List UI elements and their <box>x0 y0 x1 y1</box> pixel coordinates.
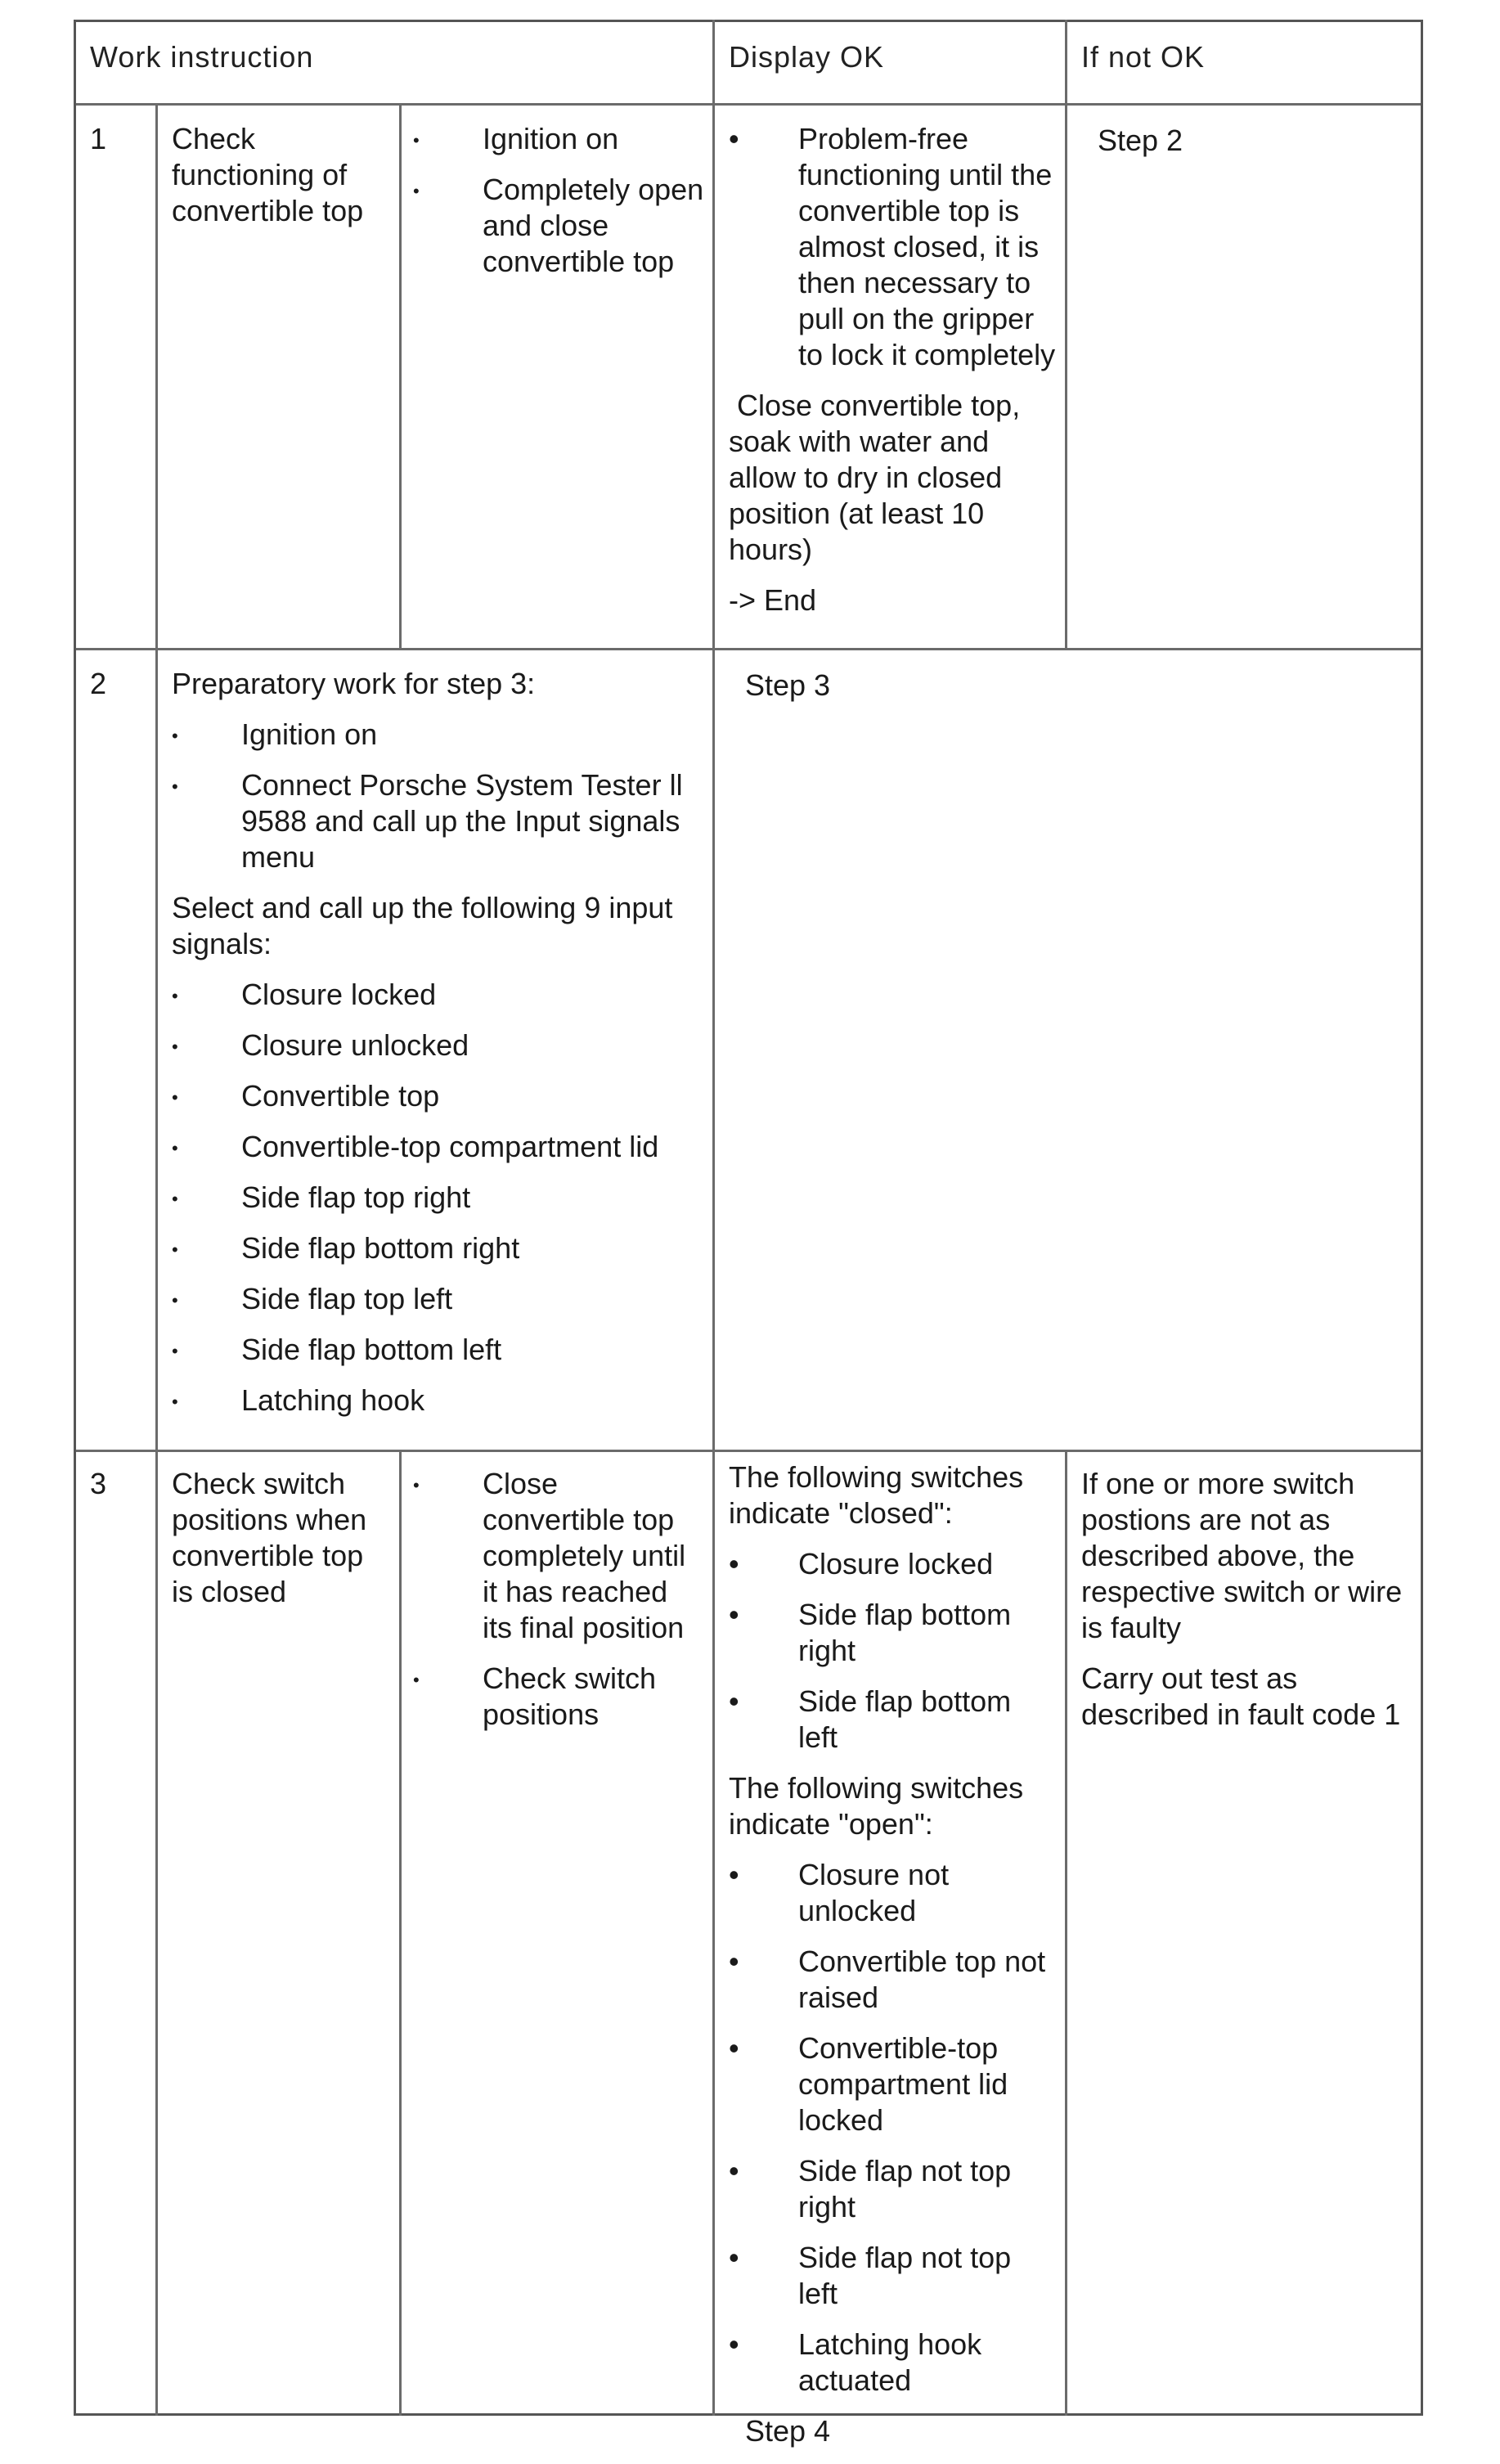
list-item: • Closure not unlocked <box>729 1858 950 1927</box>
row-1-display-text: Close convertible top, soak with water and allow to dry in closed position (at least 10 hours) <box>729 389 1029 566</box>
bullet-icon: • <box>729 2031 739 2065</box>
header-display-ok: Display OK <box>729 40 885 74</box>
table-border-left <box>74 20 76 2416</box>
bullet-icon: • <box>729 1945 739 1978</box>
bullet-icon: • <box>172 776 178 797</box>
list-item: • Latching hook <box>172 1383 707 1419</box>
column-divider-notok-bottom <box>1065 1450 1067 2416</box>
column-divider-task-row1 <box>399 103 402 650</box>
list-item: • Check switch positions <box>413 1661 657 1731</box>
bullet-icon: • <box>172 1087 178 1108</box>
bullet-icon: • <box>729 1547 739 1580</box>
list-item: • Convertible top <box>172 1078 707 1114</box>
bullet-icon: • <box>413 1670 420 1690</box>
list-item: • Latching hook actuated <box>729 2327 982 2397</box>
row-3-next-step: Step 4 <box>745 2414 831 2448</box>
row-divider-2 <box>74 1450 1423 1452</box>
row-1-task: Check functioning of convertible top <box>172 122 364 227</box>
row-3-open-list <box>729 1857 1056 2399</box>
bullet-icon: • <box>729 1684 739 1718</box>
list-item: • Completely open and close convertible top <box>413 173 704 278</box>
row-3-open-intro: The following switches indicate "open": <box>729 1771 1024 1841</box>
list-item: • Side flap not top left <box>729 2241 1012 2310</box>
list-item: • Side flap top right <box>172 1180 707 1216</box>
list-item: • Side flap bottom right <box>729 1598 1012 1667</box>
row-1-if-not-ok: Step 2 <box>1098 124 1183 157</box>
bullet-icon: • <box>172 986 178 1006</box>
row-2-select-text: Select and call up the following 9 input signals: <box>172 891 673 960</box>
row-3-not-ok-text-2: Carry out test as described in fault code 1 <box>1081 1661 1401 1731</box>
row-1-display-end: -> End <box>729 583 817 617</box>
list-item: • Convertible-top compartment lid locked <box>729 2031 1008 2137</box>
column-divider-number <box>155 103 158 2416</box>
table-border-right <box>1421 20 1423 2416</box>
bullet-icon: • <box>729 1598 739 1631</box>
list-item: • Ignition on <box>172 717 707 753</box>
list-item: • Convertible-top compartment lid <box>172 1129 707 1165</box>
bullet-icon: • <box>413 1475 420 1495</box>
header-if-not-ok: If not OK <box>1081 40 1206 74</box>
bullet-icon: • <box>172 1189 178 1209</box>
row-3-closed-list <box>729 1546 1056 1756</box>
bullet-icon: • <box>729 1858 739 1891</box>
row-3-closed-intro: The following switches indicate "closed": <box>729 1460 1024 1530</box>
row-1-display-list <box>729 121 1056 373</box>
bullet-icon: • <box>729 2154 739 2187</box>
row-3-number: 3 <box>90 1467 107 1500</box>
list-item: • Convertible top not raised <box>729 1945 1046 2014</box>
bullet-icon: • <box>172 1036 178 1057</box>
row-2-signal-list <box>172 977 707 1419</box>
bullet-icon: • <box>172 1290 178 1311</box>
list-item: • Side flap bottom left <box>172 1332 707 1368</box>
bullet-icon: • <box>729 122 739 155</box>
bullet-icon: • <box>413 130 420 151</box>
bullet-icon: • <box>729 2241 739 2274</box>
row-2-prep-list <box>172 717 707 875</box>
row-3-display-ok <box>729 1459 1056 2464</box>
bullet-icon: • <box>172 726 178 746</box>
column-divider-task-row3 <box>399 1450 402 2416</box>
list-item: • Side flap not top right <box>729 2154 1012 2223</box>
row-3-not-ok-text-1: If one or more switch postions are not as described above, the respective switch or wire is faulty <box>1081 1467 1403 1644</box>
list-item: • Closure locked <box>172 977 707 1013</box>
list-item: • Problem-free functioning until the convertible top is almost closed, it is then necessary to pull on the gripper to lock it completely <box>729 122 1056 371</box>
header-divider <box>74 103 1423 106</box>
list-item: • Closure locked <box>729 1547 994 1580</box>
list-item: • Ignition on <box>413 121 707 157</box>
header-work-instruction: Work instruction <box>90 40 314 74</box>
row-3-if-not-ok <box>1081 1466 1417 1747</box>
row-3-actions <box>413 1466 703 1747</box>
column-divider-notok-top <box>1065 20 1067 650</box>
row-1-number: 1 <box>90 122 107 155</box>
row-2-display-ok: Step 3 <box>745 668 831 702</box>
row-1-actions <box>413 121 707 295</box>
bullet-icon: • <box>172 1392 178 1412</box>
bullet-icon: • <box>172 1341 178 1361</box>
bullet-icon: • <box>413 181 420 201</box>
bullet-icon: • <box>172 1138 178 1158</box>
list-item: • Closure unlocked <box>172 1027 707 1063</box>
list-item: • Close convertible top completely until it has reached its final position <box>413 1467 686 1644</box>
bullet-icon: • <box>729 2327 739 2361</box>
row-1-display-ok <box>729 121 1056 633</box>
list-item: • Side flap top left <box>172 1281 707 1317</box>
row-2-number: 2 <box>90 667 107 700</box>
bullet-icon: • <box>172 1239 178 1260</box>
list-item: • Side flap bottom right <box>172 1230 707 1266</box>
table-border-top <box>74 20 1423 22</box>
column-divider-display <box>712 20 715 2416</box>
row-2-intro: Preparatory work for step 3: <box>172 667 536 700</box>
row-2-content <box>172 666 707 1433</box>
list-item: • Connect Porsche System Tester ll 9588 and call up the Input signals menu <box>172 768 683 874</box>
list-item: • Side flap bottom left <box>729 1684 1012 1754</box>
row-divider-1 <box>74 648 1423 650</box>
row-3-task: Check switch positions when convertible top is closed <box>172 1467 367 1608</box>
